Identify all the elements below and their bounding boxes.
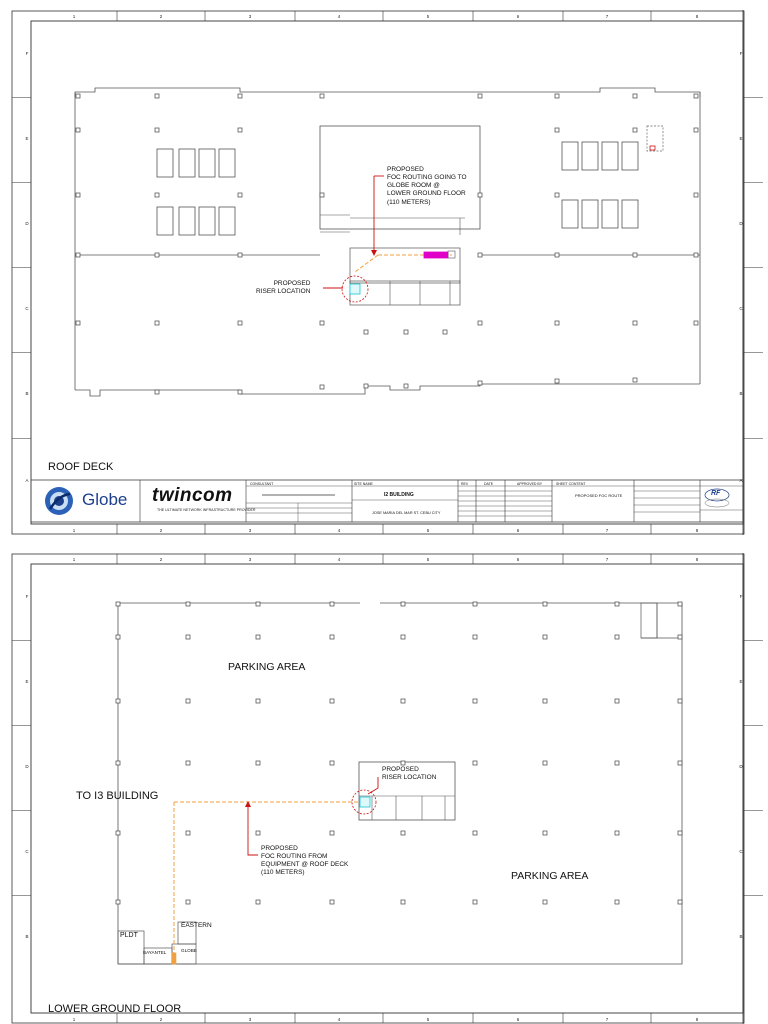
grid-row-label: D [739, 764, 743, 769]
globe-logo [42, 485, 138, 517]
column-marker [155, 128, 159, 132]
column-marker [155, 193, 159, 197]
column-marker [633, 128, 637, 132]
column-marker [238, 321, 242, 325]
elevator-car [157, 207, 173, 235]
grid-col-label: 2 [159, 528, 163, 533]
column-marker [404, 384, 408, 388]
callout-leader [248, 802, 258, 855]
foc-routing-callout-2: PROPOSED FOC ROUTING FROM EQUIPMENT @ ROOF DECK (110 METERS) [261, 845, 349, 877]
column-marker [116, 831, 120, 835]
column-marker [256, 635, 260, 639]
column-marker [76, 321, 80, 325]
grid-row-label: A [739, 478, 743, 483]
elevator-car [602, 142, 618, 170]
column-marker [543, 900, 547, 904]
callout-leader [368, 777, 378, 794]
column-marker [186, 761, 190, 765]
grid-col-label: 4 [337, 557, 341, 562]
grid-row-label: C [25, 306, 29, 311]
parking-area-label-2: PARKING AREA [511, 870, 589, 882]
column-marker [155, 390, 159, 394]
grid-col-label: 2 [159, 1017, 163, 1022]
title-header-rev: REV [461, 482, 469, 486]
building-outline-top [75, 88, 700, 97]
column-marker [320, 94, 324, 98]
column-marker [694, 128, 698, 132]
foc-route-line [355, 255, 378, 272]
column-marker [76, 193, 80, 197]
column-marker [320, 321, 324, 325]
inner-border [31, 564, 743, 1013]
riser-location-callout: PROPOSED RISER LOCATION [256, 280, 311, 296]
grid-col-label: 8 [695, 528, 699, 533]
building-outline-bottom [75, 384, 700, 396]
column-marker [116, 699, 120, 703]
room-eastern: EASTERN [181, 922, 212, 929]
grid-row-label: F [25, 594, 29, 599]
elevator-car [582, 142, 598, 170]
column-marker [633, 378, 637, 382]
column-marker [404, 330, 408, 334]
column-marker [615, 635, 619, 639]
column-marker [330, 699, 334, 703]
column-marker [330, 602, 334, 606]
grid-col-label: 6 [516, 1017, 520, 1022]
column-marker [116, 900, 120, 904]
building-outline [118, 603, 360, 964]
column-marker [555, 193, 559, 197]
column-marker [76, 94, 80, 98]
elevator-car [622, 200, 638, 228]
column-marker [543, 602, 547, 606]
column-marker [473, 831, 477, 835]
column-marker [615, 699, 619, 703]
grid-col-label: 1 [72, 14, 76, 19]
column-marker [401, 699, 405, 703]
grid-col-label: 5 [426, 14, 430, 19]
column-marker [186, 635, 190, 639]
title-header-approved: APPROVED BY [517, 482, 543, 486]
column-marker [555, 379, 559, 383]
room-globe: GLOBE [181, 948, 197, 953]
grid-col-label: 8 [695, 14, 699, 19]
column-marker [473, 761, 477, 765]
column-marker [543, 761, 547, 765]
column-marker [401, 831, 405, 835]
column-marker [615, 900, 619, 904]
column-marker [330, 831, 334, 835]
grid-col-label: 7 [605, 14, 609, 19]
grid-col-label: 6 [516, 557, 520, 562]
grid-row-label: E [739, 136, 743, 141]
column-marker [256, 831, 260, 835]
column-marker [478, 381, 482, 385]
column-marker [186, 699, 190, 703]
equipment-marker [650, 146, 655, 150]
rf-badge: RF [711, 490, 721, 497]
building-name: I2 BUILDING [384, 492, 414, 498]
grid-col-label: 1 [72, 557, 76, 562]
column-marker [256, 699, 260, 703]
column-marker [364, 330, 368, 334]
outer-border [12, 11, 744, 534]
globe-emblem-icon [42, 485, 78, 517]
column-marker [330, 761, 334, 765]
elevator-car [199, 207, 215, 235]
column-marker [555, 128, 559, 132]
column-marker [116, 635, 120, 639]
column-marker [678, 602, 682, 606]
column-marker [478, 94, 482, 98]
column-marker [401, 635, 405, 639]
column-marker [678, 699, 682, 703]
title-header-date: DATE [484, 482, 494, 486]
column-marker [76, 128, 80, 132]
grid-row-label: B [25, 934, 29, 939]
column-marker [155, 253, 159, 257]
title-header-site-name: SITE NAME [354, 482, 373, 486]
column-marker [116, 602, 120, 606]
grid-row-label: D [739, 221, 743, 226]
grid-col-label: 3 [248, 14, 252, 19]
grid-row-label: D [25, 221, 29, 226]
grid-row-label: B [25, 391, 29, 396]
grid-row-label: E [25, 136, 29, 141]
grid-col-label: 4 [337, 528, 341, 533]
twincom-logo-text: twincom [152, 485, 233, 506]
grid-col-label: 8 [695, 1017, 699, 1022]
title-header-sheet-content: SHEET CONTENT [556, 482, 586, 486]
grid-col-label: 7 [605, 1017, 609, 1022]
column-marker [473, 699, 477, 703]
to-i3-building-label: TO I3 BUILDING [76, 790, 159, 802]
callout-arrow [245, 801, 251, 807]
grid-row-label: F [739, 594, 743, 599]
column-marker [473, 635, 477, 639]
grid-row-label: B [739, 391, 743, 396]
elevator-car [219, 149, 235, 177]
column-marker [330, 900, 334, 904]
column-marker [186, 831, 190, 835]
grid-col-label: 8 [695, 557, 699, 562]
column-marker [364, 384, 368, 388]
grid-row-label: B [739, 934, 743, 939]
riser-icon [350, 284, 360, 294]
elevator-car [157, 149, 173, 177]
grid-col-label: 3 [248, 557, 252, 562]
twincom-tagline: THE ULTIMATE NETWORK INFRASTRUCTURE PROVIDER [157, 508, 256, 512]
sheet-content-value: PROPOSED FOC ROUTE [575, 493, 623, 498]
grid-col-label: 2 [159, 14, 163, 19]
column-marker [256, 761, 260, 765]
column-marker [401, 602, 405, 606]
globe-room-entry [172, 953, 176, 964]
room-bayantel: BAYANTEL [143, 950, 167, 955]
parking-area-label-1: PARKING AREA [228, 661, 306, 673]
elevator-car [582, 200, 598, 228]
grid-row-label: F [25, 51, 29, 56]
grid-col-label: 1 [72, 1017, 76, 1022]
column-marker [256, 900, 260, 904]
grid-row-label: C [739, 849, 743, 854]
service-room [641, 603, 657, 638]
column-marker [555, 94, 559, 98]
column-marker [615, 602, 619, 606]
column-marker [555, 321, 559, 325]
column-marker [678, 900, 682, 904]
column-marker [633, 253, 637, 257]
site-address: JOSE MARIA DEL MAR ST. CEBU CITY [372, 511, 441, 515]
grid-col-label: 5 [426, 557, 430, 562]
grid-row-label: F [739, 51, 743, 56]
grid-row-label: E [739, 679, 743, 684]
column-marker [615, 831, 619, 835]
callout-arrow [371, 250, 377, 256]
grid-col-label: 3 [248, 528, 252, 533]
riser-location-callout-2: PROPOSED RISER LOCATION [382, 766, 437, 782]
column-marker [478, 321, 482, 325]
column-marker [443, 330, 447, 334]
column-marker [678, 761, 682, 765]
grid-col-label: 6 [516, 528, 520, 533]
column-marker [478, 193, 482, 197]
column-marker [401, 900, 405, 904]
globe-logo-text: Globe [82, 490, 128, 509]
riser-icon [360, 797, 370, 807]
grid-row-label: A [25, 478, 29, 483]
riser-shaft [350, 281, 460, 305]
elevator-car [179, 149, 195, 177]
column-marker [478, 253, 482, 257]
column-marker [155, 321, 159, 325]
column-marker [633, 94, 637, 98]
grid-col-label: 7 [605, 557, 609, 562]
floor-label-roof-deck: ROOF DECK [48, 461, 114, 473]
elevator-car [602, 200, 618, 228]
elevator-car [562, 200, 578, 228]
grid-col-label: 3 [248, 1017, 252, 1022]
column-marker [238, 128, 242, 132]
grid-col-label: 5 [426, 528, 430, 533]
grid-col-label: 5 [426, 1017, 430, 1022]
column-marker [694, 321, 698, 325]
column-marker [633, 321, 637, 325]
column-marker [320, 193, 324, 197]
grid-row-label: E [25, 679, 29, 684]
grid-row-label: C [25, 849, 29, 854]
column-marker [615, 761, 619, 765]
column-marker [401, 761, 405, 765]
elevator-car [562, 142, 578, 170]
elevator-car [199, 149, 215, 177]
column-marker [238, 253, 242, 257]
rf-signature-oval [705, 499, 729, 507]
column-marker [543, 635, 547, 639]
grid-col-label: 4 [337, 1017, 341, 1022]
foc-routing-callout: PROPOSED FOC ROUTING GOING TO GLOBE ROOM @ LOWER GROUND FLOOR (110 METERS) [387, 166, 467, 206]
column-marker [76, 253, 80, 257]
column-marker [186, 900, 190, 904]
grid-col-label: 4 [337, 14, 341, 19]
column-marker [473, 900, 477, 904]
column-marker [320, 385, 324, 389]
equipment-rack [424, 252, 448, 258]
column-marker [694, 253, 698, 257]
column-marker [694, 193, 698, 197]
column-marker [116, 761, 120, 765]
column-marker [238, 193, 242, 197]
grid-col-label: 7 [605, 528, 609, 533]
column-marker [238, 390, 242, 394]
column-marker [330, 635, 334, 639]
drawing-sheet-lower-ground [0, 548, 768, 1024]
lower-ground-plan [0, 548, 768, 1024]
grid-col-label: 1 [72, 528, 76, 533]
room-pldt: PLDT [120, 932, 138, 939]
column-marker [186, 602, 190, 606]
floor-label-lower-ground: LOWER GROUND FLOOR [48, 1003, 182, 1015]
elevator-car [622, 142, 638, 170]
title-header-consultant: CONSULTANT [250, 482, 274, 486]
grid-col-label: 2 [159, 557, 163, 562]
column-marker [694, 94, 698, 98]
column-marker [555, 253, 559, 257]
elevator-car [179, 207, 195, 235]
grid-row-label: C [739, 306, 743, 311]
grid-row-label: D [25, 764, 29, 769]
column-marker [473, 602, 477, 606]
column-marker [543, 831, 547, 835]
column-marker [238, 94, 242, 98]
column-marker [256, 602, 260, 606]
column-marker [678, 635, 682, 639]
building-outline [118, 603, 682, 964]
grid-col-label: 6 [516, 14, 520, 19]
column-marker [155, 94, 159, 98]
elevator-car [219, 207, 235, 235]
column-marker [543, 699, 547, 703]
column-marker [678, 831, 682, 835]
